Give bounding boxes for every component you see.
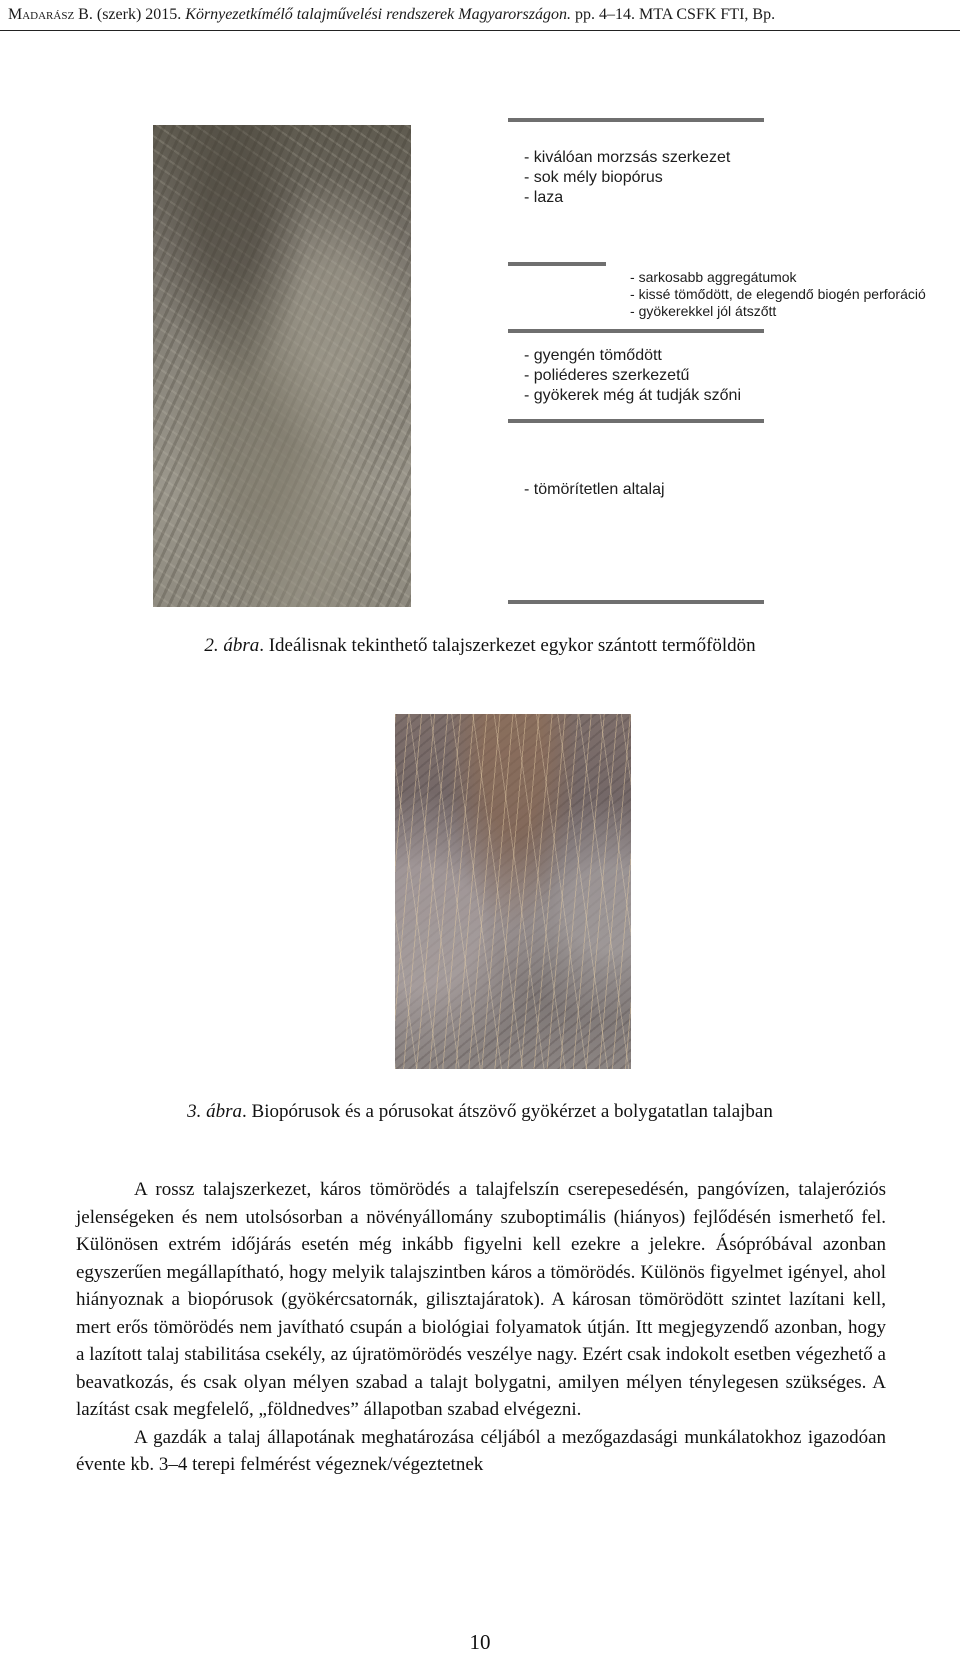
- layer-divider: [508, 419, 764, 423]
- layer-item: - gyengén tömődött: [524, 346, 741, 366]
- layer-item: - sarkosabb aggregátumok: [630, 269, 926, 286]
- running-header: [8, 4, 952, 26]
- layer-item: - gyökerek még át tudják szőni: [524, 386, 741, 406]
- layer-item: - kiválóan morzsás szerkezet: [524, 148, 730, 168]
- figure-3-caption: [0, 1100, 960, 1124]
- layer-item: - tömörítetlen altalaj: [524, 480, 665, 500]
- soil-profile-photo: [153, 125, 411, 607]
- layer-divider: [508, 329, 764, 333]
- layer-item: - sok mély biopórus: [524, 168, 730, 188]
- soil-layer-diagram: [500, 118, 940, 608]
- header-rule: [0, 30, 960, 31]
- layer-4-list: [524, 480, 665, 500]
- layer-item: - kissé tömődött, de elegendő biogén perforáció: [630, 286, 926, 303]
- caption-text: . Biopórusok és a pórusokat átszövő gyökérzet a bolygatatlan talajban: [242, 1101, 773, 1122]
- layer-1-list: [524, 148, 730, 208]
- layer-item: - gyökerekkel jól átszőtt: [630, 303, 926, 320]
- caption-text: . Ideálisnak tekinthető talajszerkezet egykor szántott termőföldön: [259, 635, 756, 656]
- layer-divider: [508, 262, 606, 266]
- root-biopore-photo: [395, 714, 631, 1069]
- caption-number: 2. ábra: [204, 635, 260, 656]
- layer-3-list: [524, 346, 741, 406]
- paragraph: A gazdák a talaj állapotának meghatározása céljából a mezőgazdasági munkálatokhoz igazodóan évente kb. 3–4 terepi felmérést végeznek/végeztetnek: [76, 1426, 886, 1475]
- page-number: 10: [469, 1630, 491, 1654]
- figure-2-caption: [0, 634, 960, 658]
- layer-item: - poliéderes szerkezetű: [524, 366, 741, 386]
- caption-number: 3. ábra: [187, 1101, 243, 1122]
- body-text: [76, 1176, 886, 1479]
- layer-divider: [508, 118, 764, 122]
- paragraph: A rossz talajszerkezet, káros tömörödés a talajfelszín cserepesedésén, pangóvízen, talajeróziós jelenségeken és nem utolsósorban a növényállomány szuboptimális (hiányos) fejlődésén ismerhető fel. Különösen extrém időjárás esetén még inkább figyelni kell ezekre a jelekre. Ásópróbával azonban egyszerűen megállapítható, hogy melyik talajszintben káros a tömörödés. Különös figyelmet igényel, ahol hiányoznak a biopórusok (gyökércsatornák, gilisztajáratok). A károsan tömörödött szintet lazítani kell, mert erős tömörödés nem javítható csupán a biológiai folyamatok útján. Itt megjegyzendő azonban, hogy a lazított talaj stabilitása csekély, az újratömörödés veszélye nagy. Ezért csak indokolt esetben végezhető a beavatkozás, és csak olyan mélyen szabad a talajt bolygatni, amilyen mélyen ténylegesen szükséges. A lazítást csak megfelelő, „földnedves” állapotban szabad elvégezni.: [76, 1179, 886, 1420]
- header-publisher: MTA CSFK FTI, Bp.: [638, 6, 776, 23]
- layer-item: - laza: [524, 188, 730, 208]
- header-pages: pp. 4–14.: [570, 6, 639, 23]
- layer-2-list: [630, 269, 926, 320]
- header-editor: Madarász B.: [8, 6, 93, 23]
- layer-divider: [508, 600, 764, 604]
- header-year: (szerk) 2015.: [92, 6, 186, 23]
- header-book-title: Környezetkímélő talajművelési rendszerek Magyarországon.: [185, 6, 571, 23]
